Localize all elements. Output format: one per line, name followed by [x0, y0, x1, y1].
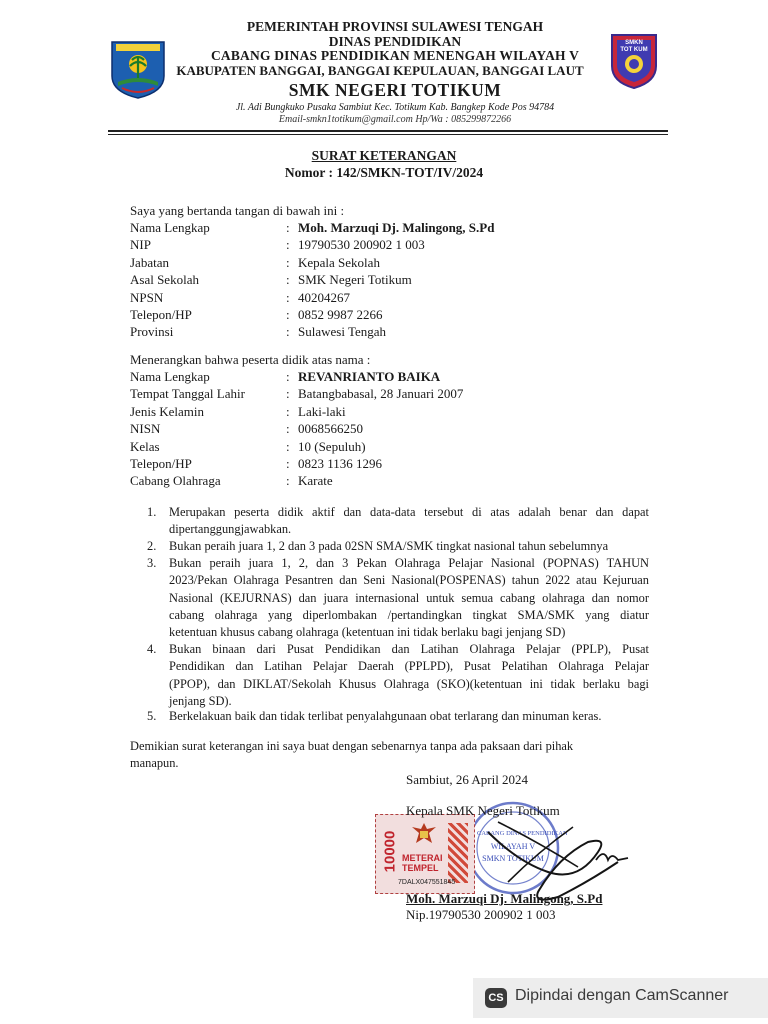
signer-value: 19790530 200902 1 003	[298, 237, 425, 253]
header-agency: DINAS PENDIDIKAN	[328, 34, 462, 49]
signer-label: NPSN	[130, 289, 164, 305]
statement-line: ketentuan khusus cabang olahraga (ketentuan ini tidak berlaku bagi jenjang SD)	[169, 625, 566, 640]
signer-colon: :	[286, 289, 290, 305]
signer-label: Asal Sekolah	[130, 272, 199, 288]
revenue-stamp	[375, 814, 475, 894]
statement-line: jenjang SD).	[169, 693, 232, 708]
student-colon: :	[286, 473, 290, 489]
statement-number: 1.	[147, 505, 157, 519]
header-branch: CABANG DINAS PENDIDIKAN MENENGAH WILAYAH V	[210, 48, 580, 63]
seal-text-2: WILAYAH V	[490, 842, 536, 851]
stamp-value: 10000	[381, 830, 399, 873]
student-value: Laki-laki	[298, 403, 346, 419]
statement-line: 2023/Pekan Olahraga Pesantren dan Seni Nasional(POSPENAS) tahun 2022 atau Kejuruan	[169, 573, 649, 588]
student-intro: Menerangkan bahwa peserta didik atas nama :	[130, 352, 371, 367]
signer-colon: :	[286, 254, 290, 270]
student-label: Jenis Kelamin	[130, 403, 205, 419]
seal-text-3: SMKN TOTIKUM	[482, 854, 544, 863]
signer-label: Telepon/HP	[130, 307, 192, 322]
student-colon: :	[286, 403, 290, 419]
seal-text-1: CABANG DINAS PENDIDIKAN	[477, 830, 568, 837]
signer-value: Moh. Marzuqi Dj. Malingong, S.Pd	[298, 220, 495, 235]
statement-line: Pendidikan dan Latihan Pelajar Daerah (PPLPD), Pusat Pelatihan Olahraga Pelajar	[169, 659, 649, 674]
student-label: Cabang Olahraga	[130, 473, 221, 489]
statement-number: 5.	[147, 709, 157, 723]
signature-name: Moh. Marzuqi Dj. Malingong, S.Pd	[406, 891, 603, 906]
closing-line-1: Demikian surat keterangan ini saya buat dengan sebenarnya tanpa ada paksaan dari pihak	[130, 739, 574, 753]
signature-position: Kepala SMK Negeri Totikum	[406, 803, 560, 818]
signature-place-date: Sambiut, 26 April 2024	[406, 772, 529, 787]
statement-number: 2.	[147, 539, 157, 553]
student-value: Batangbabasal, 28 Januari 2007	[298, 386, 464, 402]
header-school-name: SMK NEGERI TOTIKUM	[288, 80, 502, 100]
stamp-label-1: METERAI	[402, 853, 443, 863]
signer-value: Kepala Sekolah	[298, 254, 380, 270]
statement-line: (PPOP), dan DIKLAT/Sekolah Khusus Olahraga (SKO)(ketentuan ini tidak berlaku bagi	[169, 676, 649, 691]
statement-line: Bukan peraih juara 1, 2 dan 3 pada 02SN SMA/SMK tingkat nasional tahun sebelumnya	[169, 539, 609, 553]
signer-value: SMK Negeri Totikum	[298, 272, 412, 288]
student-label: Tempat Tanggal Lahir	[130, 386, 245, 402]
garuda-emblem-icon	[410, 821, 438, 847]
statement-line: Nasional (KEJURNAS) dan juara internasional untuk semua cabang olahraga dan nomor	[169, 590, 649, 605]
statement-line: Bukan binaan dari Pusat Pendidikan dan Latihan Olahraga Pelajar (PPLP), Pusat	[169, 642, 649, 656]
letter-title: SURAT KETERANGAN	[311, 148, 457, 163]
school-logo-text-1: SMKN	[625, 40, 643, 46]
statement-line: cabang olahraga yang diperlombakan /pertandingkan tingkat SMA/SMK yang diatur	[169, 607, 649, 622]
statement-number: 3.	[147, 556, 157, 570]
statement-line: Berkelakuan baik dan tidak terlibat penyalahgunaan obat terlarang dan minuman keras.	[169, 709, 602, 723]
statement-line: dipertanggungjawabkan.	[169, 522, 292, 537]
statement-line: Merupakan peserta didik aktif dan data-data tersebut di atas adalah benar dan dapat	[169, 505, 649, 519]
student-value: Karate	[298, 473, 333, 489]
student-label: Nama Lengkap	[130, 369, 210, 384]
signature-nip: Nip.19790530 200902 1 003	[406, 907, 556, 922]
student-label: Telepon/HP	[130, 456, 192, 471]
school-logo-text-2: TOT KUM	[620, 47, 648, 53]
signer-value: 0852 9987 2266	[298, 307, 383, 322]
student-colon: :	[286, 369, 290, 384]
camscanner-text: Dipindai dengan CamScanner	[515, 987, 729, 1004]
signer-label: Nama Lengkap	[130, 220, 210, 235]
header-contact: Email-smkn1totikum@gmail.com Hp/Wa : 085299872266	[278, 114, 512, 125]
header-divider	[108, 130, 668, 135]
signer-label: Provinsi	[130, 324, 174, 340]
letter-number: Nomor : 142/SMKN-TOT/IV/2024	[284, 165, 484, 180]
signer-label: NIP	[130, 237, 151, 253]
student-label: Kelas	[130, 438, 160, 454]
student-value: 0823 1136 1296	[298, 456, 383, 471]
header-address: Jl. Adi Bungkuko Pusaka Sambiut Kec. Totikum Kab. Bangkep Kode Pos 94784	[235, 102, 555, 113]
header-regency: KABUPATEN BANGGAI, BANGGAI KEPULAUAN, BANGGAI LAUT	[176, 63, 584, 78]
scanner-watermark	[473, 978, 768, 1018]
signer-colon: :	[286, 220, 290, 235]
signer-colon: :	[286, 237, 290, 253]
signer-colon: :	[286, 272, 290, 288]
signer-colon: :	[286, 307, 290, 322]
stamp-label-2: TEMPEL	[402, 863, 439, 873]
signer-intro: Saya yang bertanda tangan di bawah ini :	[130, 203, 345, 218]
signer-value: 40204267	[298, 289, 350, 305]
student-value: 10 (Sepuluh)	[298, 438, 366, 454]
statement-number: 4.	[147, 642, 157, 656]
signer-value: Sulawesi Tengah	[298, 324, 387, 340]
student-colon: :	[286, 421, 290, 437]
stamp-serial: 7DALX047551845	[398, 879, 456, 886]
header-government: PEMERINTAH PROVINSI SULAWESI TENGAH	[246, 19, 544, 34]
signer-colon: :	[286, 324, 290, 340]
signer-label: Jabatan	[130, 254, 169, 270]
statement-line: Bukan peraih juara 1, 2, dan 3 Pekan Olahraga Pelajar Nasional (POPNAS) TAHUN	[169, 556, 649, 570]
camscanner-logo-icon: CS	[485, 988, 507, 1008]
student-label: NISN	[130, 421, 161, 437]
stamp-ornament-icon	[448, 823, 468, 883]
student-colon: :	[286, 438, 290, 454]
student-colon: :	[286, 456, 290, 471]
closing-line-2: manapun.	[130, 756, 179, 770]
student-colon: :	[286, 386, 290, 402]
student-value: 0068566250	[298, 421, 363, 437]
student-value: REVANRIANTO BAIKA	[298, 369, 441, 384]
